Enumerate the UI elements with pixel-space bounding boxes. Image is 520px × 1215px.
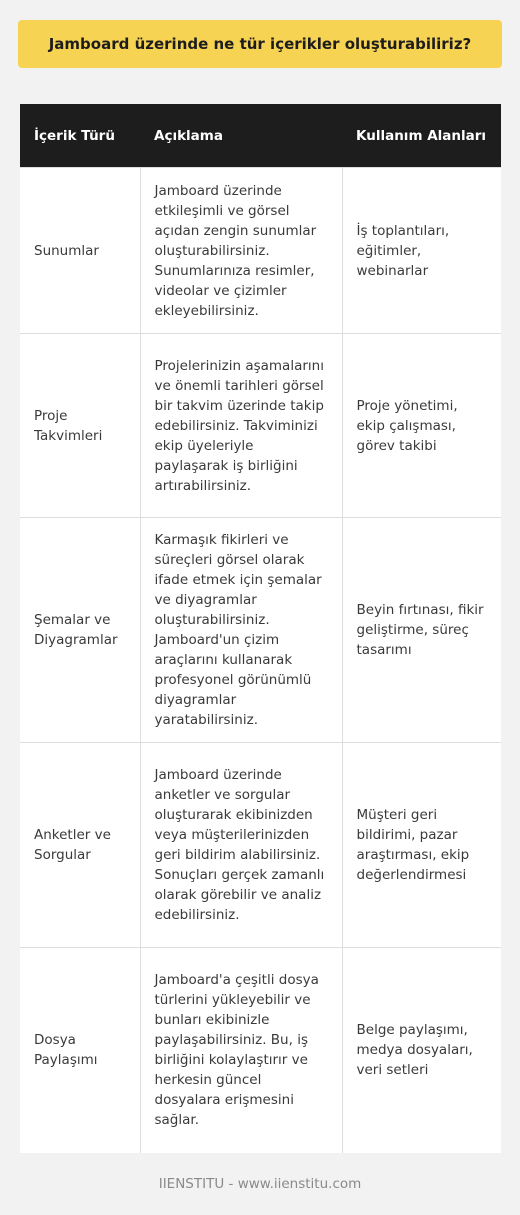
cell-description: Projelerinizin aşamalarını ve önemli tarihleri görsel bir takvim üzerinde takip edebilirsiniz. Takviminizi ekip üyeleriyle paylaşarak iş birliğini artırabilirsiniz. <box>140 334 342 518</box>
cell-usage-areas: İş toplantıları, eğitimler, webinarlar <box>342 168 501 334</box>
cell-description: Jamboard'a çeşitli dosya türlerini yükleyebilir ve bunları ekibinizle paylaşabilirsiniz. Bu, iş birliğini kolaylaştırır ve herkesin güncel dosyalara erişmesini sağlar. <box>140 948 342 1153</box>
cell-description: Karmaşık fikirleri ve süreçleri görsel olarak ifade etmek için şemalar ve diyagramlar oluşturabilirsiniz. Jamboard'un çizim araçlarını kullanarak profesyonel görünümlü diyagramlar yaratabilirsiniz. <box>140 518 342 743</box>
table-row <box>20 743 501 948</box>
cell-usage-areas: Proje yönetimi, ekip çalışması, görev takibi <box>342 334 501 518</box>
title-banner <box>18 20 502 68</box>
cell-usage-areas: Belge paylaşımı, medya dosyaları, veri setleri <box>342 948 501 1153</box>
cell-description: Jamboard üzerinde anketler ve sorgular oluşturarak ekibinizden veya müşterilerinizden geri bildirim alabilirsiniz. Sonuçları gerçek zamanlı olarak görebilir ve analiz edebilirsiniz. <box>140 743 342 948</box>
table-row <box>20 948 501 1153</box>
cell-usage-areas: Beyin fırtınası, fikir geliştirme, süreç tasarımı <box>342 518 501 743</box>
content-types-table <box>20 104 501 1153</box>
page-title: Jamboard üzerinde ne tür içerikler oluşturabiliriz? <box>48 35 472 53</box>
cell-content-type: Şemalar ve Diyagramlar <box>20 518 140 743</box>
cell-content-type: Sunumlar <box>20 168 140 334</box>
table-row <box>20 168 501 334</box>
header-usage-areas: Kullanım Alanları <box>342 104 501 168</box>
table-row <box>20 518 501 743</box>
cell-content-type: Dosya Paylaşımı <box>20 948 140 1153</box>
cell-content-type: Anketler ve Sorgular <box>20 743 140 948</box>
header-description: Açıklama <box>140 104 342 168</box>
cell-description: Jamboard üzerinde etkileşimli ve görsel açıdan zengin sunumlar oluşturabilirsiniz. Sunumlarınıza resimler, videolar ve çizimler ekleyebilirsiniz. <box>140 168 342 334</box>
cell-usage-areas: Müşteri geri bildirimi, pazar araştırması, ekip değerlendirmesi <box>342 743 501 948</box>
table-header-row <box>20 104 501 168</box>
cell-content-type: Proje Takvimleri <box>20 334 140 518</box>
footer-credit: IIENSTITU - www.iienstitu.com <box>158 1176 362 1192</box>
table-row <box>20 334 501 518</box>
header-content-type: İçerik Türü <box>20 104 140 168</box>
